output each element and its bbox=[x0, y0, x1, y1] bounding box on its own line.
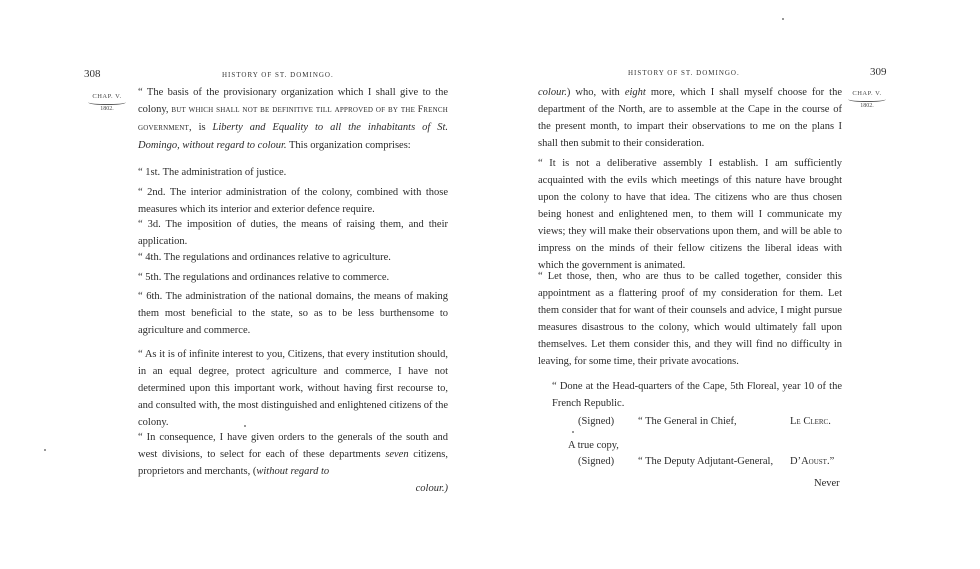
consequence-text-c: citizens, proprietors and merchants, ( bbox=[138, 449, 448, 477]
consequence-text-a: “ In consequence, I have given orders to the generals of the south and west divisions, to select for each of these departments bbox=[138, 432, 448, 460]
sidenote-left bbox=[86, 92, 128, 114]
true-copy: A true copy, bbox=[568, 440, 619, 451]
basis-text-c: , is bbox=[189, 122, 213, 133]
page-speck bbox=[572, 431, 574, 433]
catchword: Never bbox=[814, 478, 840, 489]
running-head-left: HISTORY OF ST. DOMINGO. bbox=[222, 71, 334, 79]
list-item: “ 4th. The regulations and ordinances relative to agriculture. bbox=[138, 252, 391, 263]
consequence-text-italic: without regard to bbox=[256, 466, 330, 477]
basis-text-e: This organization comprises: bbox=[286, 140, 411, 151]
page-speck bbox=[244, 425, 246, 427]
running-head-right: HISTORY OF ST. DOMINGO. bbox=[628, 69, 740, 77]
consequence-text-colour: colour.) bbox=[415, 483, 448, 494]
continuation-italic-eight: eight bbox=[624, 87, 646, 98]
page-speck bbox=[782, 18, 784, 20]
sidenote-right bbox=[846, 89, 888, 111]
paragraph-deliberative: “ It is not a deliberative assembly I establish. I am sufficiently acquainted with the evils which meetings of this nature have brought upon the colony to have that idea. The citizens who are thus chosen being honest and enlightened men, to them will I communicate my views; they will make their observations upon them, and will be able to impress on the minds of their fellow citizens the liberal ideas with which the government is animated. bbox=[538, 158, 842, 271]
sidenote-year: 1802. bbox=[100, 106, 114, 112]
paragraph-basis bbox=[138, 84, 448, 154]
signed-title-1: “ The General in Chief, bbox=[638, 416, 737, 427]
paragraph-continuation bbox=[538, 84, 842, 152]
signed-label-1: (Signed) bbox=[578, 416, 615, 427]
signer-name-2: D’Aoust.” bbox=[790, 456, 835, 467]
signed-title-2: “ The Deputy Adjutant-General, bbox=[638, 456, 774, 467]
page-number-right: 309 bbox=[870, 66, 887, 78]
paragraph-interest: “ As it is of infinite interest to you, Citizens, that every institution should, in an equal degree, protect agriculture and commerce, I have not determined upon this important work, without having first recourse to, and consulted with, the most distinguished and enlightened citizens of the colony. bbox=[138, 349, 448, 428]
page-speck bbox=[44, 449, 46, 451]
basis-text-smallcaps: but which shall not be definitive till approved of by the French government bbox=[138, 105, 448, 133]
right-page bbox=[490, 0, 980, 569]
signed-name-2 bbox=[790, 453, 834, 470]
list-item: “ 3d. The imposition of duties, the means of raising them, and their application. bbox=[138, 219, 448, 247]
list-item: “ 5th. The regulations and ordinances relative to commerce. bbox=[138, 272, 390, 283]
signed-name-1 bbox=[790, 413, 831, 430]
continuation-italic-colour: colour. bbox=[538, 87, 567, 98]
paragraph-consequence bbox=[138, 429, 448, 497]
list-item: “ 2nd. The interior administration of the colony, combined with those measures which its interior and exterior defence require. bbox=[138, 187, 448, 215]
list-item: “ 1st. The administration of justice. bbox=[138, 167, 287, 178]
basis-text-a: “ The basis of the provisionary organization which I shall give to the colony, bbox=[138, 87, 448, 115]
consequence-text-italic-seven: seven bbox=[385, 449, 409, 460]
signer-name-1: Le Clerc. bbox=[790, 416, 831, 427]
signed-label-2: (Signed) bbox=[578, 456, 615, 467]
sidenote-chapter: CHAP. V. bbox=[92, 93, 122, 100]
sidenote-year: 1802. bbox=[860, 103, 874, 109]
basis-text-italic: Liberty and Equality to all the inhabitants of St. Domingo, without regard to colour. bbox=[138, 122, 448, 151]
list-item: “ 6th. The administration of the national domains, the means of making them most beneficial to the state, so as to be less burthensome to agriculture and commerce. bbox=[138, 291, 448, 336]
page-number-left: 308 bbox=[84, 68, 101, 80]
sidenote-chapter: CHAP. V. bbox=[852, 90, 882, 97]
continuation-text-b: ) who, with bbox=[566, 87, 625, 98]
continuation-text-d: more, which I shall myself choose for the department of the North, are to assemble at the Cape in the course of the present month, to impart their observations to me on the plans I shall then submit to their consideration. bbox=[538, 87, 843, 149]
paragraph-let-those: “ Let those, then, who are thus to be called together, consider this appointment as a flattering proof of my consideration for them. Let them consider that for want of their counsels and advice, I might pursue measures disastrous to the colony, which would ultimately fall upon themselves. Let them consider this, and they will find no difficulty in leaving, for some time, their private avocations. bbox=[538, 271, 842, 367]
paragraph-done-at: “ Done at the Head-quarters of the Cape, 5th Floreal, year 10 of the French Republic. bbox=[552, 381, 842, 409]
